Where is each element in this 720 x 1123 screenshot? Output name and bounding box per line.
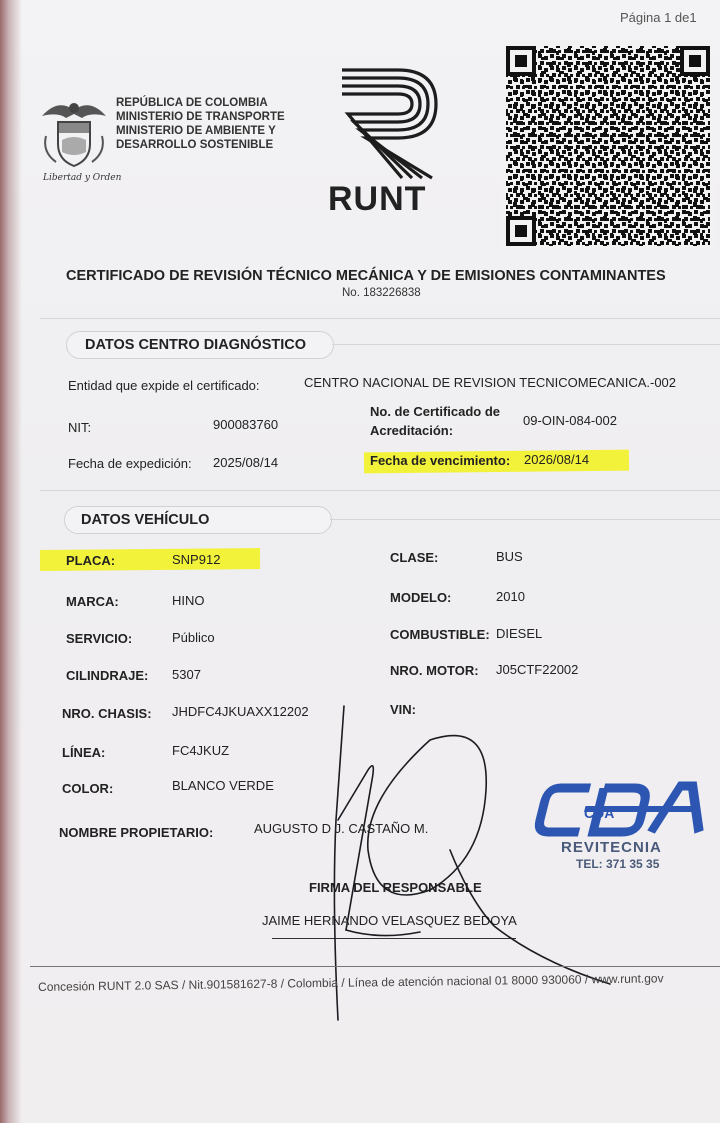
section-header-vehicle xyxy=(64,506,332,534)
accreditation-label-line2: Acreditación: xyxy=(370,423,454,438)
owner-value: AUGUSTO D J. CASTAÑO M. xyxy=(254,821,429,836)
runt-logo-icon xyxy=(336,64,446,184)
color-label: COLOR: xyxy=(62,781,114,796)
line-value: FC4JKUZ xyxy=(172,743,230,758)
ministry-line: MINISTERIO DE TRANSPORTE xyxy=(116,111,285,123)
chassis-value: JHDFC4JKUAXX12202 xyxy=(172,704,309,719)
certificate-number: No. 183226838 xyxy=(342,287,421,299)
footer-text: Concesión RUNT 2.0 SAS / Nit.901581627-8 / Colombia / Línea de atención nacional 01 8000 930060 / www.runt.gov xyxy=(38,971,664,994)
signature-label: FIRMA DEL RESPONSABLE xyxy=(309,880,482,895)
plate-value: SNP912 xyxy=(172,552,221,567)
nit-label: NIT: xyxy=(68,420,92,435)
model-label: MODELO: xyxy=(390,590,452,605)
engine-label: NRO. MOTOR: xyxy=(390,663,479,678)
fuel-value: DIESEL xyxy=(496,626,543,641)
divider xyxy=(332,344,720,345)
line-label: LÍNEA: xyxy=(62,745,106,760)
ministry-block xyxy=(116,96,306,152)
issuer-value: CENTRO NACIONAL DE REVISION TECNICOMECANICA.-002 xyxy=(304,375,677,390)
ministry-line: MINISTERIO DE AMBIENTE Y xyxy=(116,125,276,137)
divider xyxy=(40,490,720,491)
accreditation-label-line1: No. de Certificado de xyxy=(370,404,501,419)
cda-stamp-phone: TEL: 371 35 35 xyxy=(576,857,660,871)
responsible-name: JAIME HERNANDO VELASQUEZ BEDOYA xyxy=(262,913,517,928)
ministry-line: REPÚBLICA DE COLOMBIA xyxy=(116,97,268,109)
class-label: CLASE: xyxy=(390,550,439,565)
cda-stamp-name: REVITECNIA xyxy=(561,839,662,856)
plate-label: PLACA: xyxy=(66,553,116,568)
chassis-label: NRO. CHASIS: xyxy=(62,706,152,721)
class-value: BUS xyxy=(496,549,523,564)
engine-value: J05CTF22002 xyxy=(496,662,579,677)
cda-logo-text: CDA xyxy=(584,805,615,821)
divider xyxy=(330,519,720,520)
coat-of-arms-icon xyxy=(38,96,110,174)
section-title: DATOS CENTRO DIAGNÓSTICO xyxy=(85,337,306,353)
expiry-date-value: 2026/08/14 xyxy=(524,452,590,467)
ministry-line: DESARROLLO SOSTENIBLE xyxy=(116,139,274,151)
issue-date-value: 2025/08/14 xyxy=(213,455,279,470)
expiry-date-label: Fecha de vencimiento: xyxy=(370,453,511,468)
motto: Libertad y Orden xyxy=(43,173,122,183)
issue-date-label: Fecha de expedición: xyxy=(68,456,192,471)
nit-value: 900083760 xyxy=(213,417,279,432)
section-title: DATOS VEHÍCULO xyxy=(81,512,210,528)
certificate-title: CERTIFICADO DE REVISIÓN TÉCNICO MECÁNICA Y DE EMISIONES CONTAMINANTES xyxy=(66,268,666,284)
fuel-label: COMBUSTIBLE: xyxy=(390,627,490,642)
issuer-label: Entidad que expide el certificado: xyxy=(68,378,260,393)
owner-label: NOMBRE PROPIETARIO: xyxy=(59,825,214,840)
footer-divider xyxy=(30,966,720,967)
page-shadow-edge xyxy=(0,0,22,1123)
runt-logo-text: RUNT xyxy=(328,180,427,218)
displacement-value: 5307 xyxy=(172,667,201,682)
qr-code-icon xyxy=(502,42,714,250)
vin-label: VIN: xyxy=(390,702,416,717)
color-value: BLANCO VERDE xyxy=(172,778,274,793)
brand-label: MARCA: xyxy=(66,594,119,609)
divider xyxy=(40,318,720,319)
section-header-diagnostic xyxy=(66,331,334,359)
model-value: 2010 xyxy=(496,589,525,604)
displacement-label: CILINDRAJE: xyxy=(66,668,149,683)
brand-value: HINO xyxy=(172,593,205,608)
page-number: Página 1 de1 xyxy=(620,10,697,25)
service-label: SERVICIO: xyxy=(66,631,133,646)
accreditation-value: 09-OIN-084-002 xyxy=(523,413,617,428)
service-value: Público xyxy=(172,630,215,645)
